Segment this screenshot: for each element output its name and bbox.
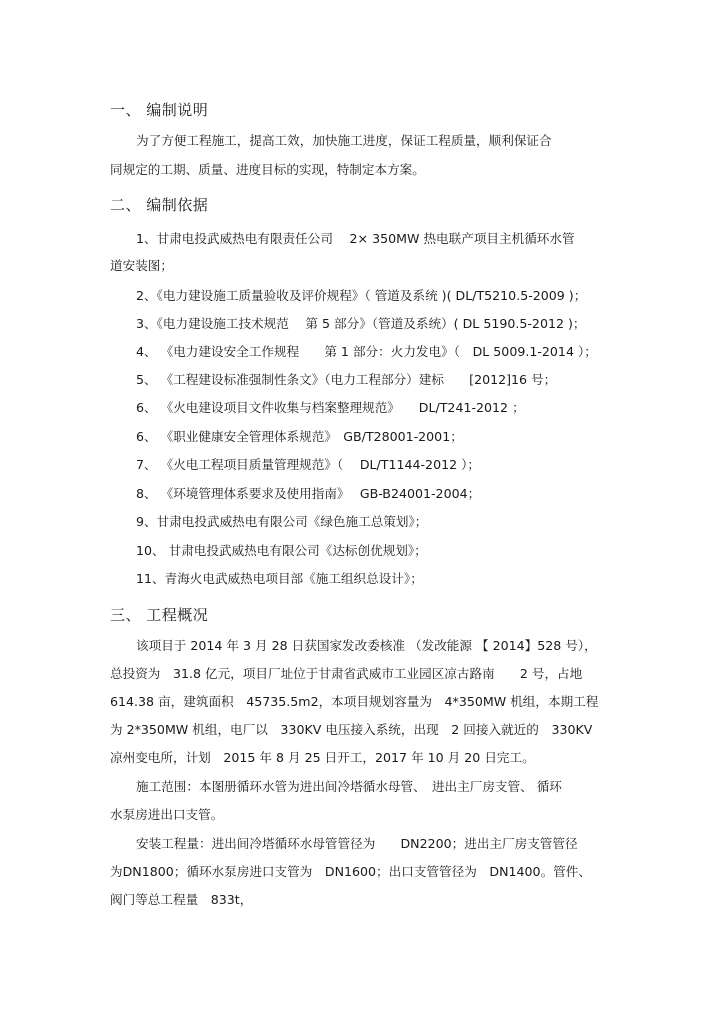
basis-item: 6、 《火电建设项目文件收集与档案整理规范》 DL/T241-2012 ； — [136, 400, 525, 415]
paragraph-line: 为了方便工程施工，提高工效，加快施工进度，保证工程质量，顺利保证合 — [136, 133, 552, 148]
paragraph-line: 为DN1800；循环水泵房进口支管为 DN1600；出口支管管径为 DN1400。管件、 — [110, 864, 591, 879]
paragraph-line: 阀门等总工程量 833t， — [110, 892, 253, 907]
basis-item: 8、 《环境管理体系要求及使用指南》 GB-B24001-2004； — [136, 486, 481, 501]
paragraph-line: 总投资为 31.8 亿元，项目厂址位于甘肃省武威市工业园区凉古路南 2 号，占地 — [110, 666, 583, 681]
paragraph-line: 为 2*350MW 机组，电厂以 330KV 电压接入系统，出现 2 回接入就近的 330KV — [110, 722, 593, 737]
paragraph-line: 安装工程量：进出间冷塔循环水母管管径为 DN2200；进出主厂房支管管径 — [136, 836, 578, 851]
section-heading-2: 二、 编制依据 — [110, 196, 209, 214]
section-heading-1: 一、 编制说明 — [110, 101, 209, 119]
basis-item: 7、 《火电工程项目质量管理规范》（ DL/T1144-2012 ）； — [136, 457, 480, 472]
basis-item: 道安装图； — [110, 258, 173, 273]
paragraph-line: 施工范围：本图册循环水管为进出间冷塔循水母管、 进出主厂房支管、 循环 — [136, 779, 562, 794]
basis-item: 3、《电力建设施工技术规范 第 5 部分》（管道及系统）( DL 5190.5-2012 )； — [136, 316, 586, 331]
basis-item: 9、甘肃电投武威热电有限公司《绿色施工总策划》； — [136, 514, 428, 529]
paragraph-line: 水泵房进出口支管。 — [110, 807, 224, 822]
paragraph-line: 凉州变电所，计划 2015 年 8 月 25 日开工，2017 年 10 月 20 日完工。 — [110, 750, 535, 765]
basis-item: 2、《电力建设施工质量验收及评价规程》（ 管道及系统 )( DL/T5210.5-2009 )； — [136, 288, 587, 303]
basis-item: 5、 《工程建设标准强制性条文》（电力工程部分）建标 [2012]16 号； — [136, 372, 557, 387]
paragraph-line: 该项目于 2014 年 3 月 28 日获国家发改委核准 （发改能源 【 2014】528 号）， — [136, 638, 597, 653]
basis-item: 11、青海火电武威热电项目部《施工组织总设计》； — [136, 571, 423, 586]
basis-item: 4、 《电力建设安全工作规程 第 1 部分：火力发电》（ DL 5009.1-2014 ）； — [136, 344, 597, 359]
paragraph-line: 614.38 亩，建筑面积 45735.5m2，本项目规划容量为 4*350MW 机组，本期工程 — [110, 694, 599, 709]
section-heading-3: 三、 工程概况 — [110, 606, 209, 624]
basis-item: 6、 《职业健康安全管理体系规范》 GB/T28001-2001； — [136, 429, 463, 444]
basis-item: 10、 甘肃电投武威热电有限公司《达标创优规划》； — [136, 543, 427, 558]
basis-item: 1、甘肃电投武威热电有限责任公司 2× 350MW 热电联产项目主机循环水管 — [136, 231, 575, 246]
paragraph-line: 同规定的工期、质量、进度目标的实现，特制定本方案。 — [110, 162, 425, 177]
